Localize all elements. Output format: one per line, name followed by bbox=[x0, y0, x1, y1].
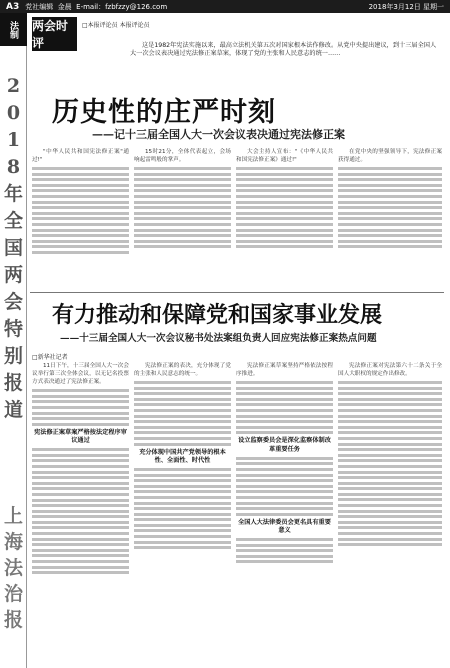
top-column-2 bbox=[134, 148, 231, 290]
top-headline: 历史性的庄严时刻 bbox=[52, 97, 276, 128]
second-column-2 bbox=[134, 362, 231, 662]
sidebar-vertical-title: 2018年全国两会特别报道 bbox=[3, 75, 23, 421]
top-lead: 这是1982年宪法实施以来，最高立法机关第五次对国家根本法作修改。从党中央提出建议，到十三届全国人大一次会议表决通过宪法修正案草案，体现了党的主张和人民意志的统一…… bbox=[130, 42, 437, 58]
subhead-2: 设立监察委员会是深化监察体制改革重要任务 bbox=[238, 437, 331, 453]
second-column-1 bbox=[32, 362, 129, 662]
subhead-4: 全国人大法律委员会更名具有重要意义 bbox=[238, 518, 331, 534]
second-column-3 bbox=[236, 362, 333, 662]
second-subheadline: ——十三届全国人大一次会议秘书处法案组负责人回应宪法修正案热点问题 bbox=[60, 333, 377, 344]
column-intro: 宪法修正案草案坚持严格依法按程序推进。 bbox=[236, 363, 333, 378]
sidebar-vertical-paper: 上海法治报 bbox=[3, 505, 23, 631]
top-column-4 bbox=[338, 148, 442, 290]
email-label: E-mail：fzbfzzy@126.com bbox=[76, 2, 168, 11]
column-intro: 宪法修正案对宪法第六十二条关于全国人大职权的规定作出修改。 bbox=[338, 363, 442, 378]
column-intro: 宪法修正案的表决，充分体现了党的主张和人民意志的统一。 bbox=[134, 363, 231, 378]
column-intro: 在党中央的坚强领导下，宪法修正案获得通过。 bbox=[338, 149, 442, 164]
top-subheadline: ——记十三届全国人大一次会议表决通过宪法修正案 bbox=[92, 128, 345, 141]
column-intro: "中华人民共和国宪法修正案"通过!" bbox=[32, 149, 129, 164]
masthead bbox=[0, 0, 450, 13]
page-number: A3 bbox=[6, 1, 20, 12]
date-label: 2018年3月12日 星期一 bbox=[368, 2, 444, 11]
subhead-1: 宪法修正案草案严格按法定程序审议通过 bbox=[34, 428, 127, 444]
top-byline: □本报评论员 本报评论员 bbox=[82, 22, 150, 29]
section-divider bbox=[30, 292, 444, 293]
editor-label: 金晨 bbox=[57, 2, 72, 11]
column-intro: 11日下午，十三届全国人大一次会议举行第三次全体会议，以无记名投票方式表决通过了宪法修正案。 bbox=[32, 363, 129, 386]
second-column-4 bbox=[338, 362, 442, 662]
sidebar bbox=[0, 13, 27, 668]
section-label: 党社编辑 bbox=[25, 2, 54, 11]
second-byline: □新华社记者 bbox=[32, 354, 68, 361]
subhead-3: 充分体现中国共产党领导的根本性、全面性、时代性 bbox=[139, 448, 226, 464]
top-column-1 bbox=[32, 148, 129, 290]
column-intro: 大会主持人宣布："《中华人民共和国宪法修正案》通过!" bbox=[236, 149, 333, 164]
column-intro: 15时21分，全体代表起立，会场响起雷鸣般的掌声。 bbox=[134, 149, 231, 164]
top-column-3 bbox=[236, 148, 333, 290]
column-banner: 两会时评 bbox=[32, 17, 77, 51]
sidebar-logo: 法制 bbox=[0, 13, 27, 46]
second-headline: 有力推动和保障党和国家事业发展 bbox=[52, 302, 383, 328]
